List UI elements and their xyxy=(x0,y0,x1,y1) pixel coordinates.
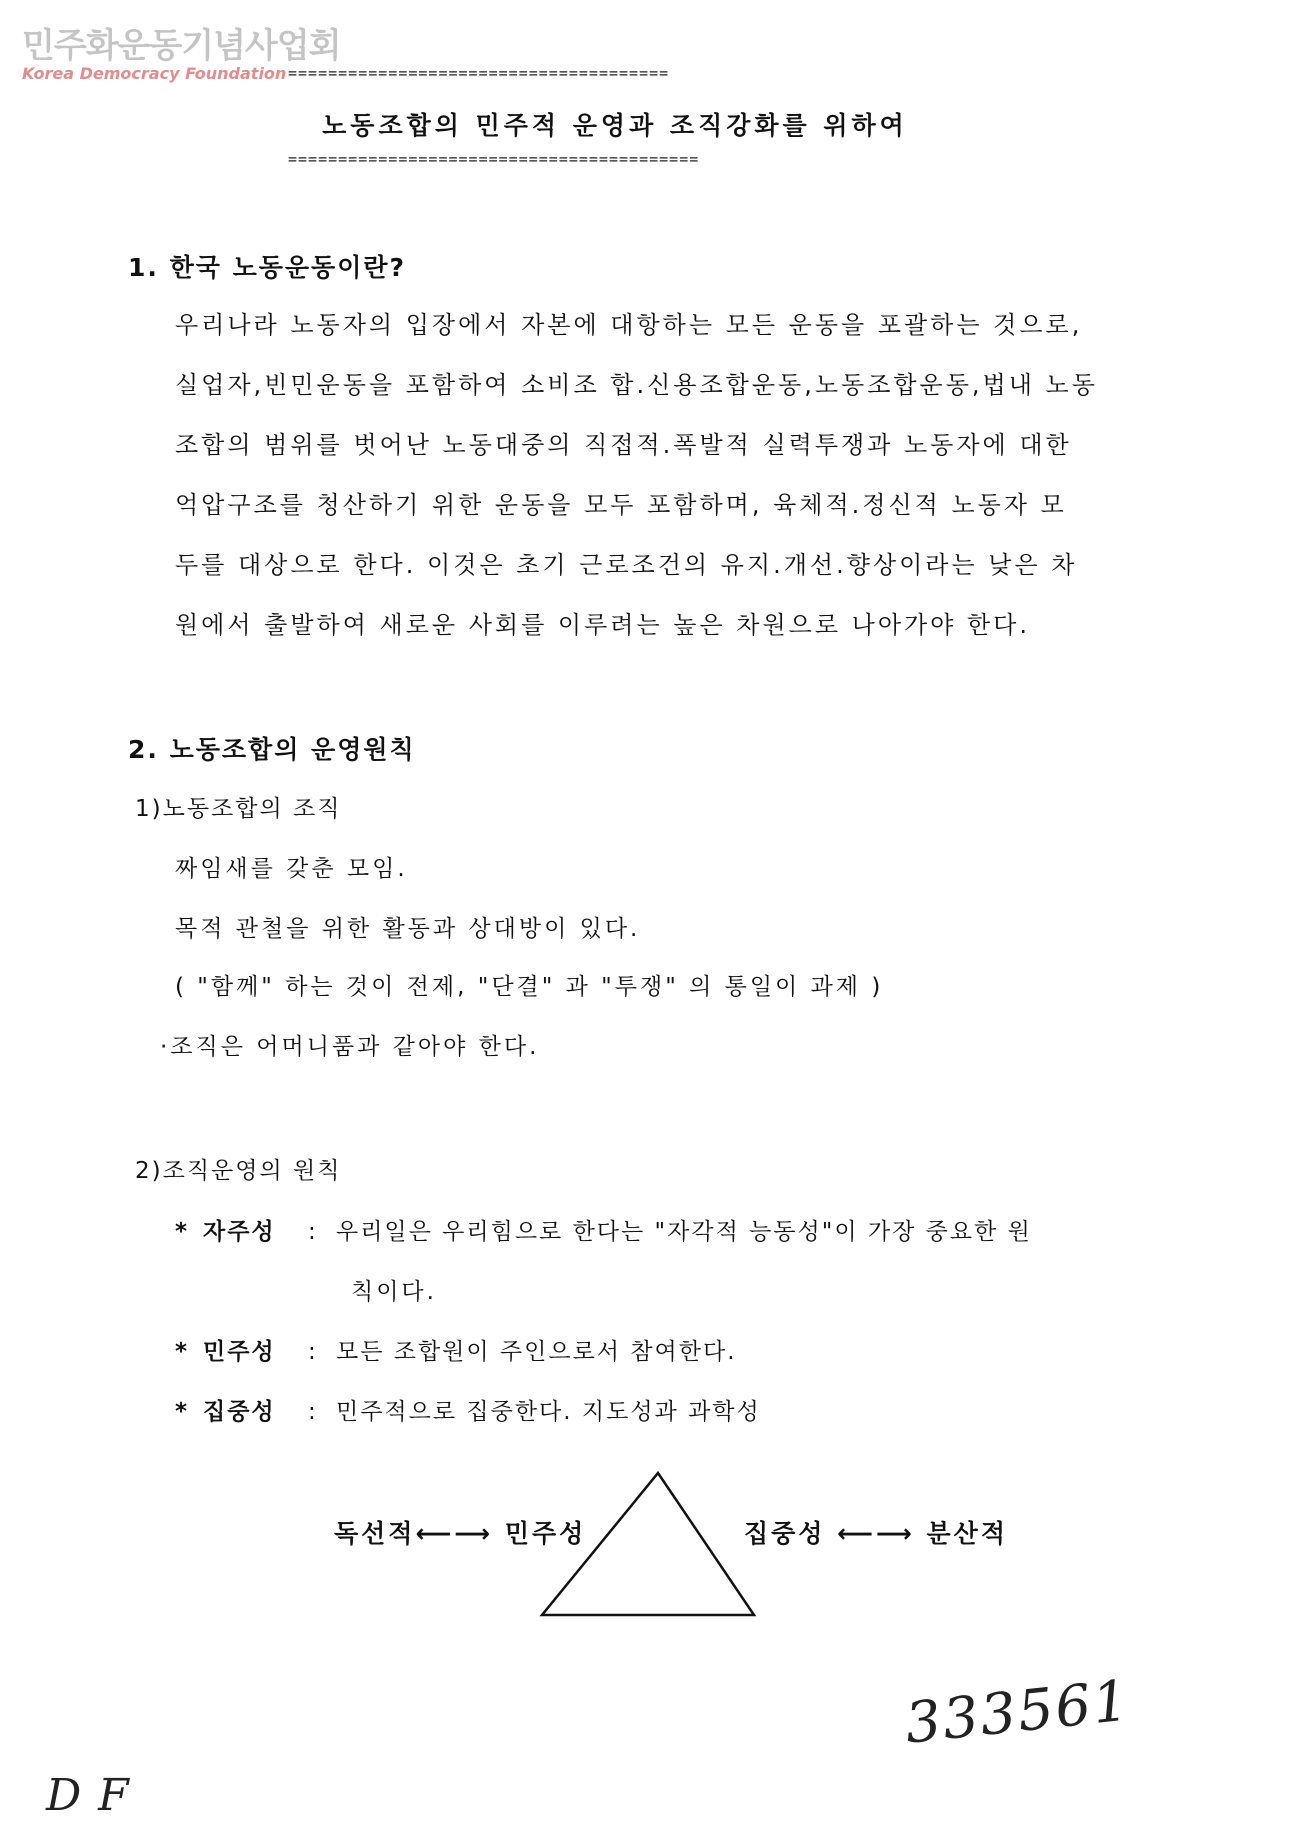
section1-line: 조합의 범위를 벗어난 노동대중의 직접적.폭발적 실력투쟁과 노동자에 대한 xyxy=(175,431,1072,459)
subsection1-line: ( "함께" 하는 것이 전제, "단결" 과 "투쟁" 의 통일이 과제 ) xyxy=(175,974,884,1000)
title-rule-top: ====================================== xyxy=(288,64,670,82)
principle-autonomy xyxy=(175,1213,1032,1246)
principle-bullet: * xyxy=(175,1219,190,1245)
subsection1-heading: 1)노동조합의 조직 xyxy=(135,796,342,822)
principle-colon: : xyxy=(308,1339,318,1365)
subsection1-line: 목적 관철을 위한 활동과 상대방이 있다. xyxy=(175,916,641,942)
watermark-org-korean: 민주화운동기념사업회 xyxy=(22,26,341,66)
principle-colon: : xyxy=(308,1399,318,1425)
triangle-shape xyxy=(542,1473,754,1615)
principle-text: 우리일은 우리힘으로 한다는 "자각적 능동성"이 가장 중요한 원 xyxy=(336,1219,1032,1245)
principles-triangle xyxy=(530,1465,770,1625)
section1-line: 두를 대상으로 한다. 이것은 초기 근로조건의 유지.개선.향상이라는 낮은 차 xyxy=(175,551,1078,579)
principle-autonomy-continuation: 칙이다. xyxy=(351,1279,437,1305)
section1-line: 실업자,빈민운동을 포함하여 소비조 합.신용조합운동,노동조합운동,법내 노동 xyxy=(175,371,1098,399)
principle-democracy xyxy=(175,1333,737,1366)
subsection1-line: 짜임새를 갖춘 모임. xyxy=(175,856,408,882)
title-rule-bottom: ========================================= xyxy=(288,150,700,168)
handwritten-archive-number: 333561 xyxy=(902,1668,1134,1757)
principle-text: 모든 조합원이 주인으로서 참여한다. xyxy=(336,1339,737,1365)
handwritten-corner-mark: D F xyxy=(46,1770,133,1821)
section1-line: 우리나라 노동자의 입장에서 자본에 대항하는 모든 운동을 포괄하는 것으로, xyxy=(175,311,1083,339)
principle-term: 민주성 xyxy=(203,1339,276,1365)
principle-text: 민주적으로 집중한다. 지도성과 과학성 xyxy=(336,1399,761,1425)
principle-centralism xyxy=(175,1393,761,1426)
principle-bullet: * xyxy=(175,1399,190,1425)
principle-colon: : xyxy=(308,1219,318,1245)
subsection2-heading: 2)조직운영의 원칙 xyxy=(135,1158,342,1184)
principle-term: 집중성 xyxy=(203,1399,276,1425)
watermark-org-english: Korea Democracy Foundation xyxy=(22,64,287,83)
section1-heading: 1. 한국 노동운동이란? xyxy=(128,253,407,282)
section1-line: 억압구조를 청산하기 위한 운동을 모두 포함하며, 육체적.정신적 노동자 모 xyxy=(175,491,1067,519)
section2-heading: 2. 노동조합의 운영원칙 xyxy=(128,735,416,764)
section1-paragraph xyxy=(175,295,1220,655)
subsection1-line: ·조직은 어머니품과 같아야 한다. xyxy=(160,1034,540,1060)
diagram-left-label: 독선적⟵⟶ 민주성 xyxy=(334,1519,587,1548)
principle-term: 자주성 xyxy=(203,1219,276,1245)
principle-bullet: * xyxy=(175,1339,190,1365)
document-title: 노동조합의 민주적 운영과 조직강화를 위하여 xyxy=(322,111,908,140)
diagram-right-label: 집중성 ⟵⟶ 분산적 xyxy=(744,1519,1008,1548)
section1-line: 원에서 출발하여 새로운 사회를 이루려는 높은 차원으로 나아가야 한다. xyxy=(175,611,1030,639)
